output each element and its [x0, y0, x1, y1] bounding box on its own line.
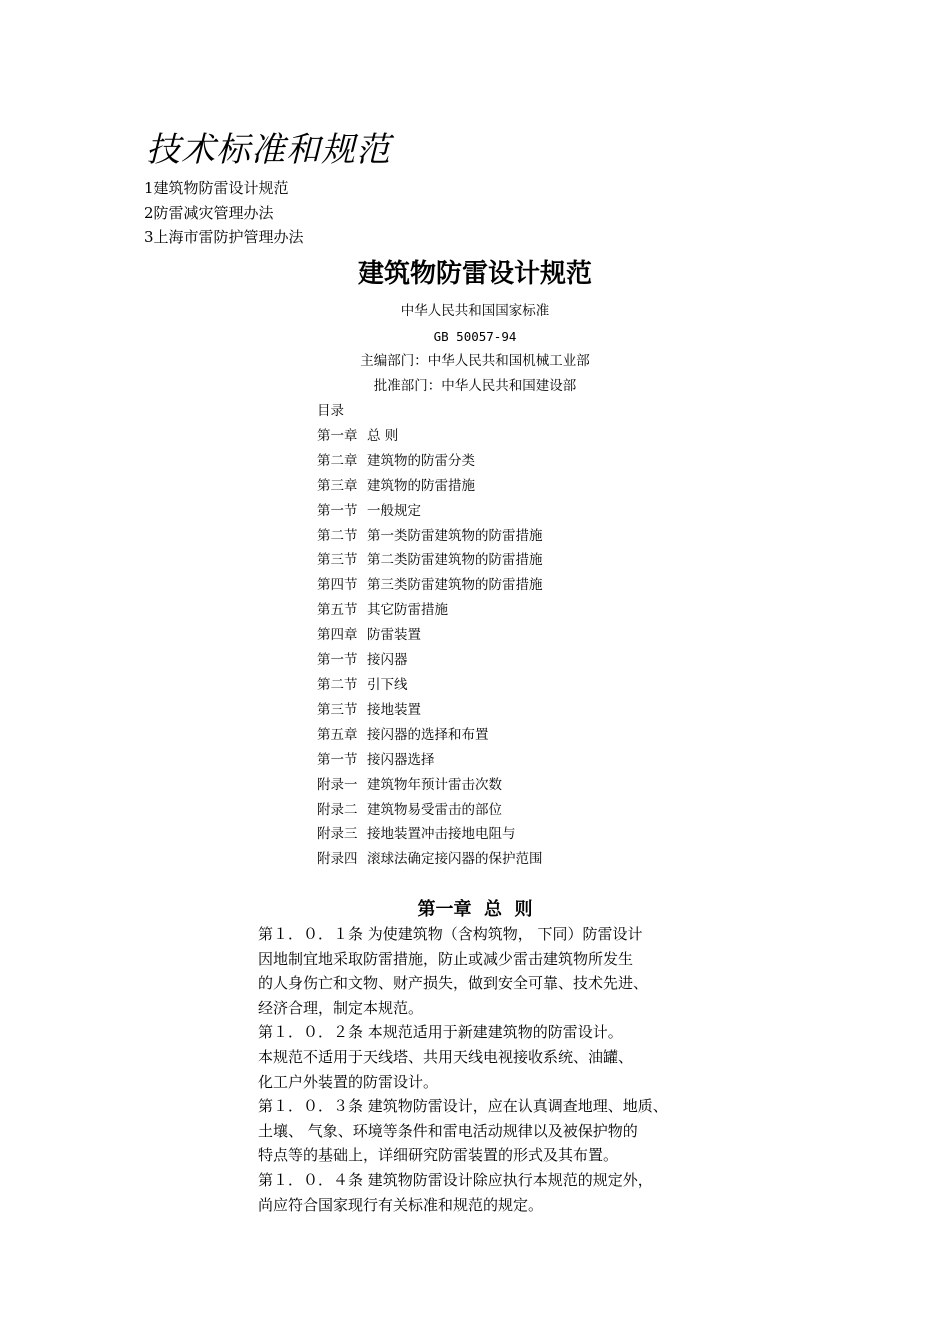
- toc-entry-title: 引下线: [367, 676, 408, 693]
- toc-entry-title: 其它防雷措施: [367, 602, 448, 619]
- body-line: 经济合理，制定本规范。: [258, 998, 424, 1017]
- toc-entry-title: 防雷装置: [367, 627, 421, 644]
- editor-department: 主编部门：中华人民共和国机械工业部: [360, 353, 590, 369]
- toc-entry: [317, 822, 543, 847]
- toc-entry: [317, 524, 543, 549]
- toc-entry-title: 滚球法确定接闪器的保护范围: [367, 851, 543, 868]
- toc-entry-title: 接闪器选择: [367, 751, 435, 768]
- toc-entry-title: 总 则: [367, 427, 399, 444]
- body-line: 尚应符合国家现行有关标准和规范的规定。: [258, 1195, 544, 1214]
- toc-entry-number: 第五章: [317, 726, 358, 743]
- toc-entry-number: 第三节: [317, 701, 358, 718]
- body-line: 特点等的基础上，详细研究防雷装置的形式及其布置。: [258, 1146, 619, 1165]
- toc-entry-title: 接闪器的选择和布置: [367, 726, 489, 743]
- toc-entry-number: 第一节: [317, 652, 358, 669]
- toc-entry-title: 第三类防雷建筑物的防雷措施: [367, 577, 543, 594]
- body-line: 第１．０．４条 建筑物防雷设计除应执行本规范的规定外，: [258, 1170, 653, 1189]
- toc-entry-number: 第四节: [317, 577, 358, 594]
- standards-list: [144, 176, 304, 250]
- toc-entry-title: 一般规定: [367, 502, 421, 519]
- body-line: 的人身伤亡和文物、财产损失，做到安全可靠、技术先进、: [258, 974, 649, 993]
- document-title: 建筑物防雷设计规范: [357, 259, 592, 289]
- body-line: 第１．０．３条 建筑物防雷设计，应在认真调查地理、地质、: [258, 1097, 668, 1116]
- toc-entry: [317, 499, 543, 524]
- toc-entry-title: 建筑物的防雷措施: [367, 477, 475, 494]
- toc-entry-title: 建筑物易受雷击的部位: [367, 801, 502, 818]
- body-line: 本规范不适用于天线塔、共用天线电视接收系统、油罐、: [258, 1047, 634, 1066]
- toc-entry-title: 接地装置: [367, 701, 421, 718]
- toc-entry-number: 第三章: [317, 477, 358, 494]
- toc-entry-title: 第一类防雷建筑物的防雷措施: [367, 527, 543, 544]
- toc-entry: [317, 723, 543, 748]
- chapter-body: [258, 922, 718, 1217]
- toc-entry-number: 第二节: [317, 676, 358, 693]
- toc-entry: [317, 748, 543, 773]
- standards-list-item: 3上海市雷防护管理办法: [144, 228, 304, 246]
- toc-entry: [317, 798, 543, 823]
- body-line: 第１．０．２条 本规范适用于新建建筑物的防雷设计。: [258, 1023, 623, 1042]
- toc-entry-number: 附录三: [317, 826, 358, 843]
- toc-entry-number: 第四章: [317, 627, 358, 644]
- toc-entry-number: 第三节: [317, 552, 358, 569]
- toc-entry-title: 接地装置冲击接地电阻与: [367, 826, 516, 843]
- toc-entry: [317, 698, 543, 723]
- document-meta: [0, 299, 950, 399]
- table-of-contents: [317, 399, 543, 872]
- body-line: 第１．０．１条 为使建筑物（含构筑物， 下同）防雷设计: [258, 925, 643, 943]
- standard-code: GB 50057-94: [433, 329, 517, 344]
- toc-entry: [317, 449, 543, 474]
- toc-entry: [317, 424, 543, 449]
- toc-entry: [317, 847, 543, 872]
- chapter-heading: 第一章 总 则: [417, 899, 533, 920]
- toc-entry-title: 接闪器: [367, 652, 408, 669]
- toc-entry: [317, 598, 543, 623]
- toc-entry-number: 第一章: [317, 427, 358, 444]
- toc-entry-number: 第五节: [317, 602, 358, 619]
- body-line: 化工户外装置的防雷设计。: [258, 1072, 439, 1091]
- approver-department: 批准部门：中华人民共和国建设部: [373, 378, 577, 394]
- toc-entry-title: 建筑物的防雷分类: [367, 452, 475, 469]
- toc-entry-number: 附录二: [317, 801, 358, 818]
- toc-entry: [317, 474, 543, 499]
- toc-entry: [317, 773, 543, 798]
- standard-name: 中华人民共和国国家标准: [400, 303, 550, 319]
- standards-list-item: 1建筑物防雷设计规范: [144, 179, 289, 197]
- toc-entry-number: 第一节: [317, 751, 358, 768]
- body-line: 因地制宜地采取防雷措施，防止或减少雷击建筑物所发生: [258, 949, 634, 968]
- standards-list-item: 2防雷减灾管理办法: [144, 203, 274, 222]
- toc-entry-number: 第一节: [317, 502, 358, 519]
- page-title: 技术标准和规范: [146, 130, 391, 170]
- toc-entry-number: 第二节: [317, 527, 358, 544]
- body-line: 土壤、 气象、环境等条件和雷电活动规律以及被保护物的: [258, 1121, 638, 1140]
- toc-label: 目录: [317, 403, 344, 419]
- toc-entry-title: 第二类防雷建筑物的防雷措施: [367, 552, 543, 569]
- toc-entry-number: 附录一: [317, 776, 358, 793]
- toc-entry: [317, 573, 543, 598]
- toc-entry-number: 附录四: [317, 851, 358, 868]
- toc-entry-number: 第二章: [317, 452, 358, 469]
- toc-entry: [317, 648, 543, 673]
- toc-entry: [317, 623, 543, 648]
- toc-entry: [317, 673, 543, 698]
- toc-entry-title: 建筑物年预计雷击次数: [367, 776, 502, 793]
- toc-entry: [317, 548, 543, 573]
